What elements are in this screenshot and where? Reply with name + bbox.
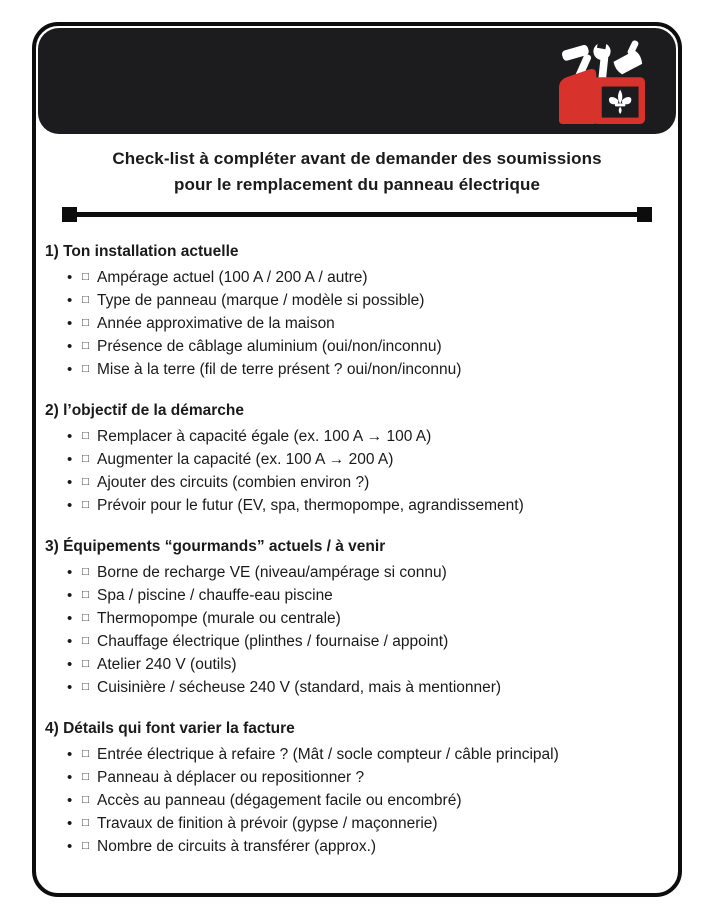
item-label: Chauffage électrique (plinthes / fournaise / appoint) <box>97 633 449 650</box>
checklist-item <box>45 335 654 358</box>
bullet-icon: • <box>67 428 73 445</box>
checkbox-icon: □ <box>82 794 89 806</box>
checklist-item-list <box>45 561 654 699</box>
header-banner <box>38 28 676 134</box>
checklist-item <box>45 448 654 471</box>
checklist-section <box>45 717 654 858</box>
item-label: Type de panneau (marque / modèle si possible) <box>97 292 425 309</box>
page-title <box>36 146 678 198</box>
item-label: Atelier 240 V (outils) <box>97 656 237 673</box>
checkbox-icon: □ <box>82 635 89 647</box>
checklist-item <box>45 289 654 312</box>
item-label: Prévoir pour le futur (EV, spa, thermopompe, agrandissement) <box>97 497 524 514</box>
checklist-item <box>45 358 654 381</box>
item-label: Remplacer à capacité égale (ex. 100 A → 100 A) <box>97 428 432 445</box>
checklist-item <box>45 561 654 584</box>
toolbox-icon <box>554 39 650 125</box>
bullet-icon: • <box>67 451 73 468</box>
checkbox-icon: □ <box>82 681 89 693</box>
checkbox-icon: □ <box>82 748 89 760</box>
checkbox-icon: □ <box>82 658 89 670</box>
bullet-icon: • <box>67 474 73 491</box>
checkbox-icon: □ <box>82 271 89 283</box>
bullet-icon: • <box>67 361 73 378</box>
checklist-item <box>45 812 654 835</box>
checkbox-icon: □ <box>82 771 89 783</box>
item-label: Augmenter la capacité (ex. 100 A → 200 A) <box>97 451 394 468</box>
item-label: Présence de câblage aluminium (oui/non/inconnu) <box>97 338 442 355</box>
checkbox-icon: □ <box>82 566 89 578</box>
checklist-item-list <box>45 743 654 858</box>
checklist-item <box>45 312 654 335</box>
divider-endpoint-right <box>637 207 652 222</box>
divider-line <box>77 212 637 217</box>
section-heading: 2) l’objectif de la démarche <box>45 402 244 419</box>
bullet-icon: • <box>67 656 73 673</box>
checkbox-icon: □ <box>82 612 89 624</box>
checklist-section <box>45 240 654 381</box>
item-label: Thermopompe (murale ou centrale) <box>97 610 341 627</box>
checklist-item <box>45 743 654 766</box>
item-label: Ampérage actuel (100 A / 200 A / autre) <box>97 269 368 286</box>
checklist-item <box>45 653 654 676</box>
checklist-item-list <box>45 266 654 381</box>
bullet-icon: • <box>67 679 73 696</box>
bullet-icon: • <box>67 633 73 650</box>
checklist-item <box>45 835 654 858</box>
checklist-item <box>45 766 654 789</box>
item-label: Entrée électrique à refaire ? (Mât / socle compteur / câble principal) <box>97 746 559 763</box>
checklist-item <box>45 607 654 630</box>
bullet-icon: • <box>67 564 73 581</box>
checklist-item <box>45 425 654 448</box>
bullet-icon: • <box>67 315 73 332</box>
item-label: Spa / piscine / chauffe-eau piscine <box>97 587 333 604</box>
checkbox-icon: □ <box>82 340 89 352</box>
checkbox-icon: □ <box>82 294 89 306</box>
bullet-icon: • <box>67 587 73 604</box>
checkbox-icon: □ <box>82 430 89 442</box>
checklist-card <box>32 22 682 897</box>
item-label: Nombre de circuits à transférer (approx.) <box>97 838 377 855</box>
checklist-item <box>45 789 654 812</box>
item-label: Accès au panneau (dégagement facile ou encombré) <box>97 792 462 809</box>
item-label: Cuisinière / sécheuse 240 V (standard, mais à mentionner) <box>97 679 502 696</box>
checkbox-icon: □ <box>82 453 89 465</box>
section-heading: 3) Équipements “gourmands” actuels / à venir <box>45 538 386 555</box>
bullet-icon: • <box>67 497 73 514</box>
checkbox-icon: □ <box>82 840 89 852</box>
checkbox-icon: □ <box>82 499 89 511</box>
divider <box>62 205 652 223</box>
checklist-section <box>45 399 654 517</box>
bullet-icon: • <box>67 815 73 832</box>
bullet-icon: • <box>67 292 73 309</box>
bullet-icon: • <box>67 769 73 786</box>
bullet-icon: • <box>67 792 73 809</box>
title-line-2: pour le remplacement du panneau électrique <box>173 175 540 194</box>
item-label: Ajouter des circuits (combien environ ?) <box>97 474 370 491</box>
checkbox-icon: □ <box>82 476 89 488</box>
item-label: Panneau à déplacer ou repositionner ? <box>97 769 365 786</box>
checklist-item <box>45 676 654 699</box>
divider-endpoint-left <box>62 207 77 222</box>
bullet-icon: • <box>67 838 73 855</box>
bullet-icon: • <box>67 269 73 286</box>
section-heading: 4) Détails qui font varier la facture <box>45 720 295 737</box>
checklist-content <box>36 223 678 858</box>
checklist-item <box>45 630 654 653</box>
item-label: Année approximative de la maison <box>97 315 335 332</box>
checklist-item <box>45 494 654 517</box>
title-line-1: Check-list à compléter avant de demander des soumissions <box>112 149 602 168</box>
checklist-item <box>45 266 654 289</box>
checklist-item <box>45 471 654 494</box>
checkbox-icon: □ <box>82 589 89 601</box>
checklist-section <box>45 535 654 699</box>
section-heading: 1) Ton installation actuelle <box>45 243 239 260</box>
checklist-item-list <box>45 425 654 517</box>
bullet-icon: • <box>67 610 73 627</box>
checkbox-icon: □ <box>82 317 89 329</box>
item-label: Borne de recharge VE (niveau/ampérage si connu) <box>97 564 447 581</box>
checkbox-icon: □ <box>82 363 89 375</box>
item-label: Travaux de finition à prévoir (gypse / maçonnerie) <box>97 815 438 832</box>
bullet-icon: • <box>67 338 73 355</box>
bullet-icon: • <box>67 746 73 763</box>
item-label: Mise à la terre (fil de terre présent ? oui/non/inconnu) <box>97 361 462 378</box>
checkbox-icon: □ <box>82 817 89 829</box>
checklist-item <box>45 584 654 607</box>
